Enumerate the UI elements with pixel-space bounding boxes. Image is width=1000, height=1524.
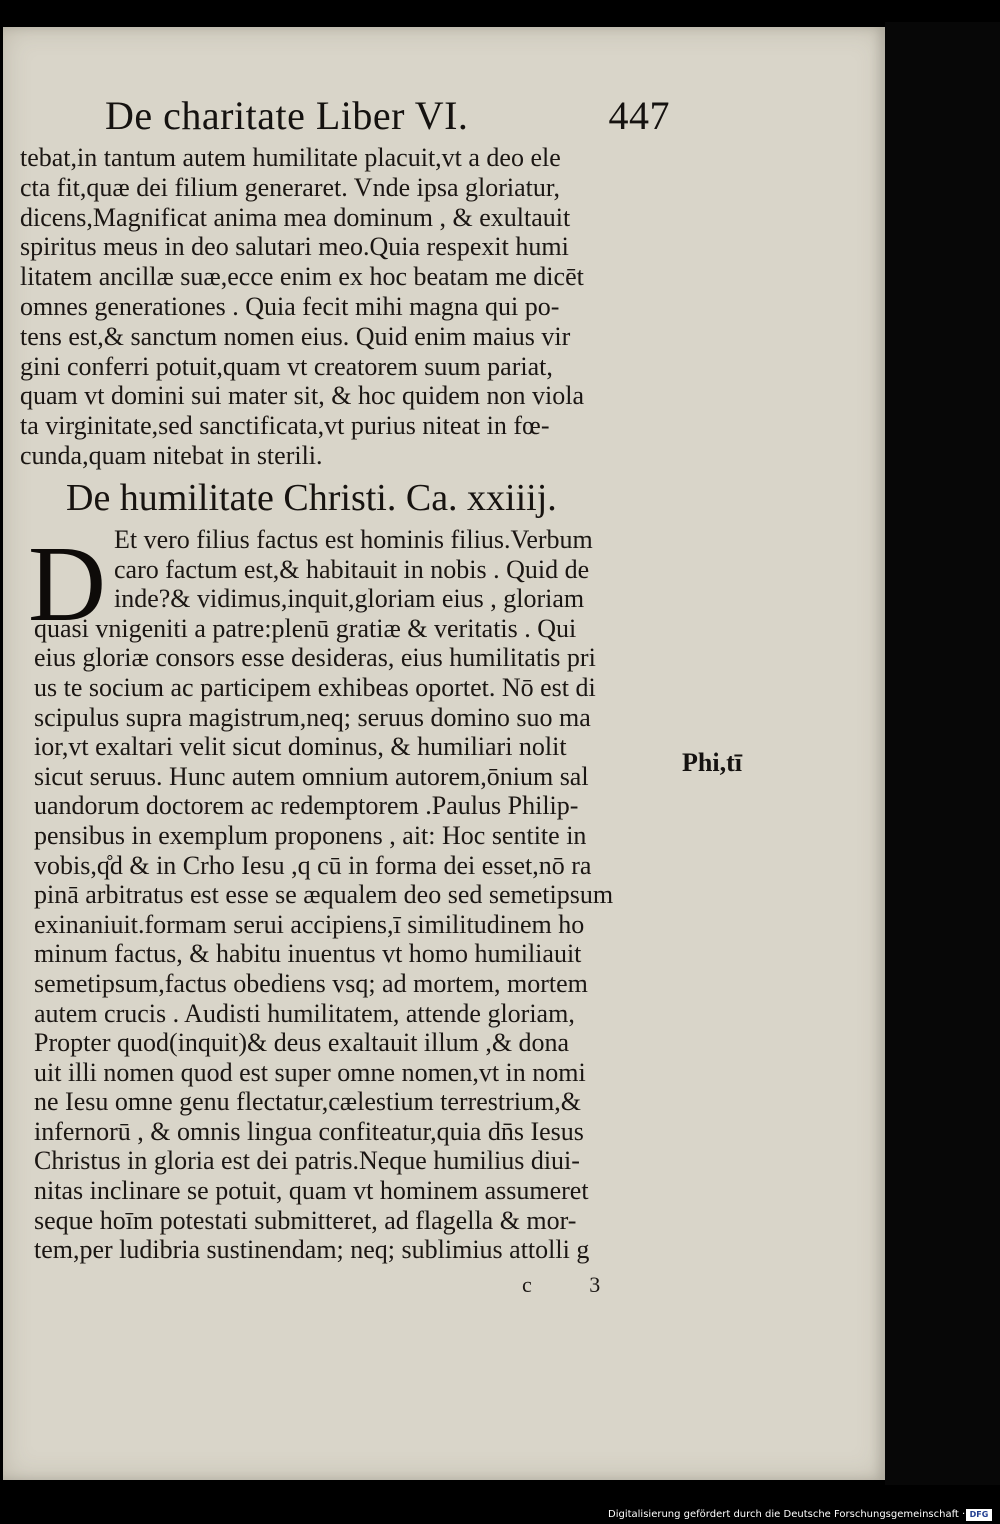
text-line: Christus in gloria est dei patris.Neque humilius diui-: [34, 1146, 580, 1176]
text-line: autem crucis . Audisti humilitatem, attende gloriam,: [34, 998, 575, 1028]
book-edge: [885, 22, 1000, 1485]
text-line: Propter quod(inquit)& deus exaltauit illum ,& dona: [34, 1028, 570, 1058]
text-line: pensibus in exemplum proponens , ait: Hoc sentite in: [34, 820, 587, 850]
chapter-heading: De humilitate Christi. Ca. xxiiij.: [66, 477, 557, 519]
text-line: pinā arbitratus est esse se æqualem deo sed semetipsum: [34, 880, 614, 910]
text-line: us te socium ac participem exhibeas oportet. Nō est di: [34, 672, 596, 702]
dfg-logo: DFG: [966, 1509, 992, 1521]
text-line: ta virginitate,sed sanctificata,vt purius niteat in fœ-: [20, 411, 550, 441]
text-line: nitas inclinare se potuit, quam vt hominem assumeret: [34, 1176, 589, 1206]
text-line: quam vt domini sui mater sit, & hoc quidem non viola: [20, 381, 584, 411]
text-block-top: [20, 143, 680, 471]
text-line: ior,vt exaltari velit sicut dominus, & humiliari nolit: [34, 732, 567, 762]
text-line: semetipsum,factus obediens vsq; ad mortem, mortem: [34, 968, 588, 998]
text-line: infernorū , & omnis lingua confiteatur,quia dn̄s Iesus: [34, 1116, 584, 1146]
text-line: scipulus supra magistrum,neq; seruus domino suo ma: [34, 702, 591, 732]
text-line: quasi vnigeniti a patre:plenū gratiæ & veritatis . Qui: [34, 613, 577, 643]
drop-capital: D: [28, 525, 106, 644]
text-line: uandorum doctorem ac redemptorem .Paulus Philip-: [34, 791, 579, 821]
text-line: uit illi nomen quod est super omne nomen,vt in nomi: [34, 1057, 586, 1087]
text-line: gini conferri potuit,quam vt creatorem suum pariat,: [20, 351, 553, 381]
text-block-body: [34, 525, 694, 1265]
text-line: spiritus meus in deo salutari meo.Quia respexit humi: [20, 232, 569, 262]
text-line: caro factum est,& habitauit in nobis . Quid de: [114, 554, 590, 584]
text-line: tens est,& sanctum nomen eius. Quid enim maius vir: [20, 321, 571, 351]
running-header: [105, 92, 670, 144]
page-number: 447: [608, 93, 670, 138]
footer-credit: Digitalisierung gefördert durch die Deutsche Forschungsgemeinschaft ·: [608, 1509, 966, 1520]
text-line: ne Iesu omne genu flectatur,cælestium terrestrium,&: [34, 1087, 581, 1117]
text-line: Et vero filius factus est hominis filius.Verbum: [114, 525, 593, 554]
text-line: tebat,in tantum autem humilitate placuit,vt a deo ele: [20, 143, 561, 172]
text-line: seque hoīm potestati submitteret, ad flagella & mor-: [34, 1205, 577, 1235]
text-line: minum factus, & habitu inuentus vt homo humiliauit: [34, 939, 582, 969]
text-line: litatem ancillæ suæ,ecce enim ex hoc beatam me dicēt: [20, 262, 584, 292]
text-line: omnes generationes . Quia fecit mihi magna qui po-: [20, 291, 560, 321]
text-line: tem,per ludibria sustinendam; neq; sublimius attolli g: [34, 1235, 590, 1265]
text-line: cunda,quam nitebat in sterili.: [20, 440, 323, 470]
text-line: sicut seruus. Hunc autem omnium autorem,ōnium sal: [34, 761, 589, 791]
text-line: exinaniuit.formam serui accipiens,ī similitudinem ho: [34, 909, 585, 939]
text-line: inde?& vidimus,inquit,gloriam eius , gloriam: [114, 584, 585, 614]
text-line: cta fit,quæ dei filium generaret. Vnde ipsa gloriatur,: [20, 172, 560, 202]
marginal-note: Phi,tī: [682, 748, 742, 777]
text-line: eius gloriæ consors esse desideras, eius humilitatis pri: [34, 643, 596, 673]
signature-mark: c 3: [522, 1272, 627, 1297]
text-line: dicens,Magnificat anima mea dominum , & exultauit: [20, 202, 571, 232]
running-title: De charitate Liber VI.: [105, 93, 469, 138]
text-line: vobis,q̊d & in Crho Iesu ,q cū in forma dei esset,nō ra: [34, 850, 592, 880]
